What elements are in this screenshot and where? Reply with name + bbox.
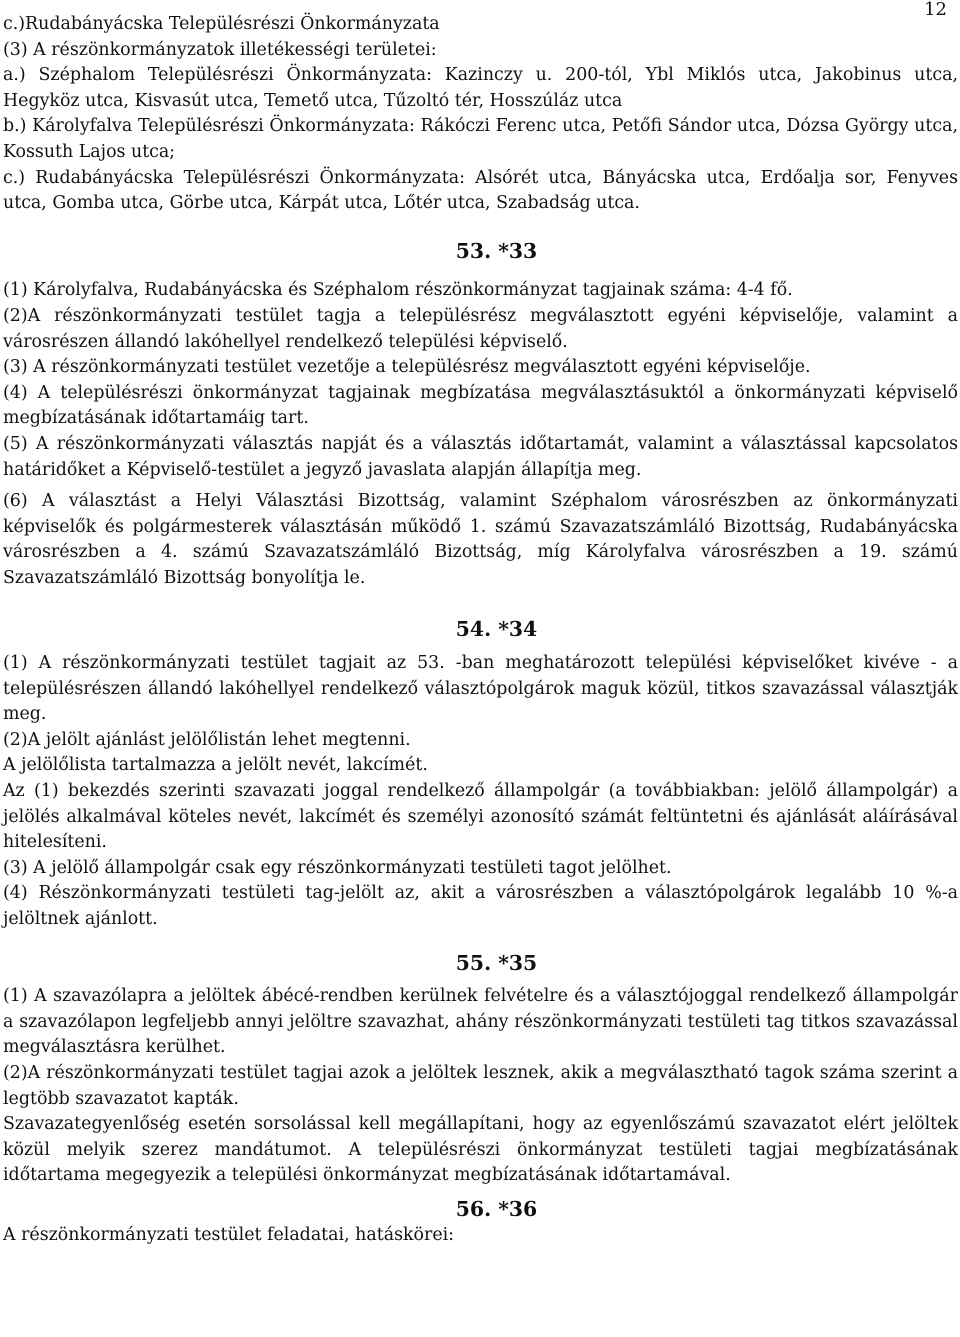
section-56 <box>3 1223 958 1249</box>
section-heading-54: 54. *34 <box>455 617 538 642</box>
paragraph: (6) A választást a Helyi Választási Bizottság, valamint Széphalom városrészben az önkormányzati képviselők és polgármesterek választásán működő 1. számú Szavazatszámláló Bizottság, Rudabányácska városrészben a 4. számú Szavazatszámláló Bizottság, míg Károlyfalva városrészben a 19. számú Szavazatszámláló Bizottság bonyolítja le. <box>3 491 958 588</box>
paragraph: (2)A részönkormányzati testület tagja a településrész megválasztott egyéni képviselője, valamint a városrészen állandó lakóhellyel rendelkező települési képviselő. <box>3 305 958 352</box>
paragraph: Az (1) bekezdés szerinti szavazati joggal rendelkező állampolgár (a továbbiakban: jelölő állampolgár) a jelölés alkalmával köteles nevét, lakcímét és személyi azonosító számát feltüntetni és ajánlását aláírásával hitelesíteni. <box>3 781 958 853</box>
paragraph: A részönkormányzati testület feladatai, hatáskörei: <box>3 1224 455 1245</box>
paragraph: a.) Széphalom Településrészi Önkormányzata: Kazinczy u. 200-tól, Ybl Miklós utca, Jakobinus utca, Hegyköz utca, Kisvasút utca, Temető utca, Tűzoltó tér, Hosszúláz utca <box>3 65 958 111</box>
section-heading-53: 53. *33 <box>455 238 538 263</box>
paragraph: b.) Károlyfalva Településrészi Önkormányzata: Rákóczi Ferenc utca, Petőfi Sándor utca, Dózsa György utca, Kossuth Lajos utca; <box>3 116 958 162</box>
paragraph: (4) A településrészi önkormányzat tagjainak megbízatása megválasztásuktól a önkormányzati képviselő megbízatásának időtartamáig tart. <box>3 382 958 429</box>
paragraph: (1) Károlyfalva, Rudabányácska és Széphalom részönkormányzat tagjainak száma: 4-4 fő. <box>3 280 793 301</box>
paragraph: c.)Rudabányácska Településrészi Önkormányzata <box>3 14 440 34</box>
page-number: 12 <box>924 0 947 20</box>
paragraph: (3) A részönkormányzati testület vezetője a településrész megválasztott egyéni képviselője. <box>3 357 811 378</box>
paragraph: (1) A részönkormányzati testület tagjait az 53. -ban meghatározott települési képviselőket kivéve - a településrészen állandó lakóhellyel rendelkező választópolgárok maguk közül, titkos szavazással választják meg. <box>3 653 958 725</box>
section-heading-55: 55. *35 <box>455 950 538 975</box>
paragraph: (5) A részönkormányzati választás napját és a választás időtartamát, valamint a választással kapcsolatos határidőket a Képviselő-testület a jegyző javaslata alapján állapítja meg. <box>3 433 958 480</box>
section-heading-56: 56. *36 <box>455 1196 538 1221</box>
document-body <box>3 12 958 1248</box>
paragraph: Szavazategyenlőség esetén sorsolással kell megállapítani, hogy az egyenlőszámú szavazatot elért jelöltek közül melyik szerez mandátumot. A településrészi önkormányzat testületi tagjai megbízatásának időtartama megegyezik a települési önkormányzat megbízatásának időtartamával. <box>3 1114 958 1186</box>
paragraph: (2)A részönkormányzati testület tagjai azok a jelöltek lesznek, akik a megválasztható tagok száma szerint a legtöbb szavazatot kapták. <box>3 1062 958 1109</box>
paragraph: c.) Rudabányácska Településrészi Önkormányzata: Alsórét utca, Bányácska utca, Erdőalja sor, Fenyves utca, Gomba utca, Görbe utca, Kárpát utca, Lőtér utca, Szabadság utca. <box>3 167 958 214</box>
territories-block <box>3 12 958 217</box>
paragraph: (4) Részönkormányzati testületi tag-jelölt az, akit a városrészben a választópolgárok legalább 10 %-a jelöltnek ajánlott. <box>3 883 958 929</box>
section-55 <box>3 984 958 1189</box>
paragraph: (1) A szavazólapra a jelöltek ábécé-rendben kerülnek felvételre és a választójoggal rendelkező állampolgár a szavazólapon legfeljebb annyi jelöltre szavazhat, ahány részönkormányzati testületi tag titkos szavazással megválasztásra kerülhet. <box>3 986 958 1058</box>
paragraph: A jelölőlista tartalmazza a jelölt nevét, lakcímét. <box>3 755 428 776</box>
paragraph: (3) A jelölő állampolgár csak egy részönkormányzati testületi tagot jelölhet. <box>3 857 672 878</box>
paragraph: (3) A részönkormányzatok illetékességi területei: <box>3 39 437 60</box>
section-53 <box>3 278 958 591</box>
section-54 <box>3 651 958 933</box>
paragraph: (2)A jelölt ajánlást jelölőlistán lehet megtenni. <box>3 729 411 750</box>
